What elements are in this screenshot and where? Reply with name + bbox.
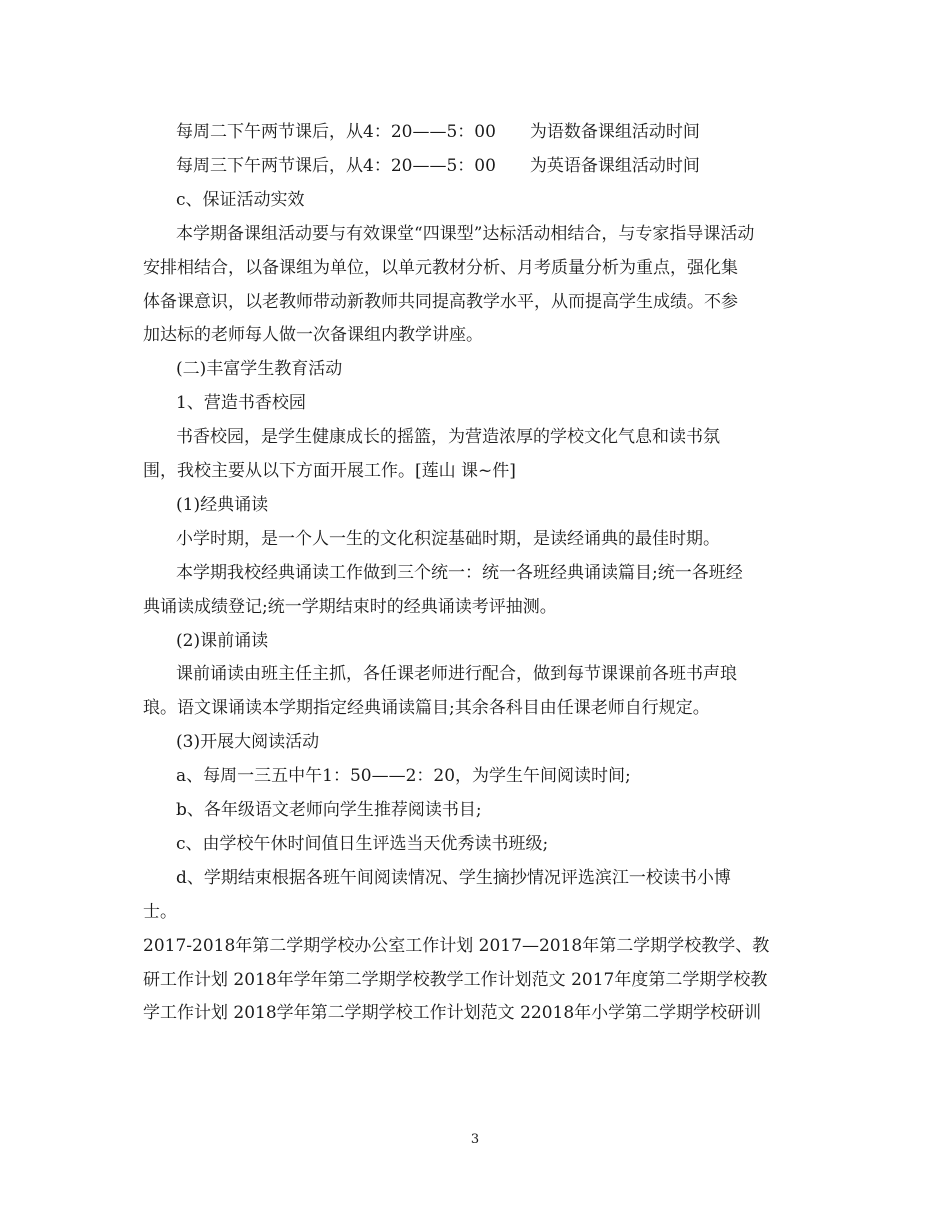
text-line: c、保证活动实效 [176, 189, 305, 210]
related-link-line: 研工作计划 2018年学年第二学期学校教学工作计划范文 2017年度第二学期学校教 [143, 969, 768, 990]
text-line: 士。 [143, 901, 177, 922]
text-line: 典诵读成绩登记;统一学期结束时的经典诵读考评抽测。 [143, 596, 557, 617]
text-line: 书香校园，是学生健康成长的摇篮，为营造浓厚的学校文化气息和读书氛 [176, 427, 720, 448]
text-line: b、各年级语文老师向学生推荐阅读书目; [176, 800, 482, 820]
text-line: 琅。语文课诵读本学期指定经典诵读篇目;其余各科目由任课老师自行规定。 [143, 698, 710, 719]
text-line: (二)丰富学生教育活动 [176, 359, 343, 380]
text-line: 1、营造书香校园 [176, 393, 306, 414]
text-line: 加达标的老师每人做一次备课组内教学讲座。 [143, 325, 483, 346]
text-line: 每周三下午两节课后，从4：20——5：00 为英语备课组活动时间 [176, 155, 700, 176]
text-line: 小学时期，是一个人一生的文化积淀基础时期，是读经诵典的最佳时期。 [176, 528, 720, 549]
text-line: (2)课前诵读 [176, 630, 269, 651]
text-line: 本学期备课组活动要与有效课堂“四课型”达标活动相结合，与专家指导课活动 [176, 223, 755, 244]
text-line: 围，我校主要从以下方面开展工作。[莲山 课~件] [143, 461, 516, 481]
text-line: d、学期结束根据各班午间阅读情况、学生摘抄情况评选滨江一校读书小博 [176, 867, 731, 888]
page-number: 3 [470, 1132, 480, 1147]
text-line: 本学期我校经典诵读工作做到三个统一：统一各班经典诵读篇目;统一各班经 [176, 562, 743, 583]
text-line: a、每周一三五中午1：50——2：20，为学生午间阅读时间; [176, 766, 631, 787]
related-link-line: 学工作计划 2018学年第二学期学校工作计划范文 22018年小学第二学期学校研训 [143, 1003, 762, 1024]
text-line: 课前诵读由班主任主抓，各任课老师进行配合，做到每节课课前各班书声琅 [176, 664, 737, 685]
text-line: (1)经典诵读 [176, 494, 269, 515]
text-line: 安排相结合，以备课组为单位，以单元教材分析、月考质量分析为重点，强化集 [143, 257, 738, 278]
text-line: 每周二下午两节课后，从4：20——5：00 为语数备课组活动时间 [176, 122, 700, 142]
text-line: 体备课意识，以老教师带动新教师共同提高教学水平，从而提高学生成绩。不参 [143, 291, 738, 312]
text-line: c、由学校午休时间值日生评选当天优秀读书班级; [176, 833, 549, 854]
related-link-line: 2017-2018年第二学期学校办公室工作计划 2017—2018年第二学期学校教学、教 [143, 935, 770, 956]
text-line: (3)开展大阅读活动 [176, 732, 320, 753]
